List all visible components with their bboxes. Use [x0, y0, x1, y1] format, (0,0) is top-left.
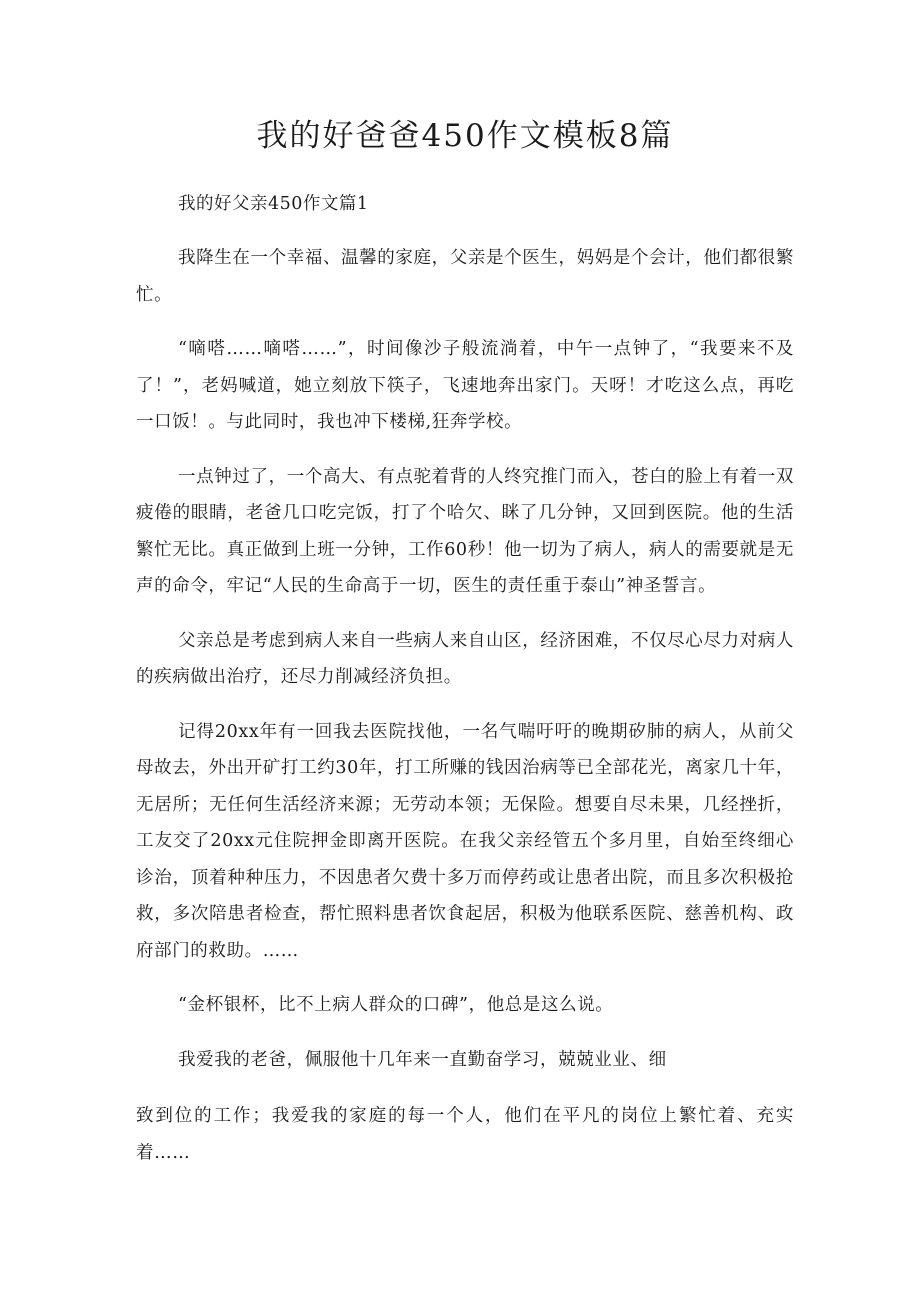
- paragraph-8: 致到位的工作；我爱我的家庭的每一个人，他们在平凡的岗位上繁忙着、充实着……: [136, 1106, 794, 1163]
- paragraph-2: “嘀嗒……嘀嗒……”，时间像沙子般流淌着，中午一点钟了，“我要来不及了！”，老妈喊道，她立刻放下筷子，飞速地奔出家门。天呀！才吃这么点，再吃一口饭！。与此同时，我也冲下楼梯,狂奔学校。: [136, 339, 794, 432]
- section-subtitle: 我的好父亲450作文篇1: [178, 194, 369, 214]
- document-title: 我的好爸爸450作文模板8篇: [256, 118, 674, 154]
- paragraph-7: 我爱我的老爸，佩服他十几年来一直勤奋学习，兢兢业业、细: [178, 1049, 667, 1070]
- paragraph-6: “金杯银杯，比不上病人群众的口碑”，他总是这么说。: [178, 995, 614, 1015]
- paragraph-4: 父亲总是考虑到病人来自一些病人来自山区，经济困难，不仅尽心尽力对病人的疾病做出治疗，还尽力削减经济负担。: [136, 630, 794, 687]
- paragraph-3: 一点钟过了，一个高大、有点驼着背的人终究推门而入，苍白的脸上有着一双疲倦的眼睛，老爸几口吃完饭，打了个哈欠、眯了几分钟，又回到医院。他的生活繁忙无比。真正做到上班一分钟，工作60秒！他一切为了病人，病人的需要就是无声的命令，牢记“人民的生命高于一切，医生的责任重于泰山”神圣誓言。: [136, 466, 794, 596]
- paragraph-5: 记得20xx年有一回我去医院找他，一名气喘吁吁的晚期矽肺的病人，从前父母故去，外出开矿打工约30年，打工所赚的钱因治病等已全部花光，离家几十年，无居所；无任何生活经济来源；无劳动本领；无保险。想要自尽未果，几经挫折，工友交了20xx元住院押金即离开医院。在我父亲经管五个多月里，自始至终细心诊治，顶着种种压力，不因患者欠费十多万而停药或让患者出院，而且多次积极抢救，多次陪患者检查，帮忙照料患者饮食起居，积极为他联系医院、慈善机构、政府部门的救助。……: [136, 721, 794, 961]
- paragraph-1: 我降生在一个幸福、温馨的家庭，父亲是个医生，妈妈是个会计，他们都很繁忙。: [136, 248, 794, 305]
